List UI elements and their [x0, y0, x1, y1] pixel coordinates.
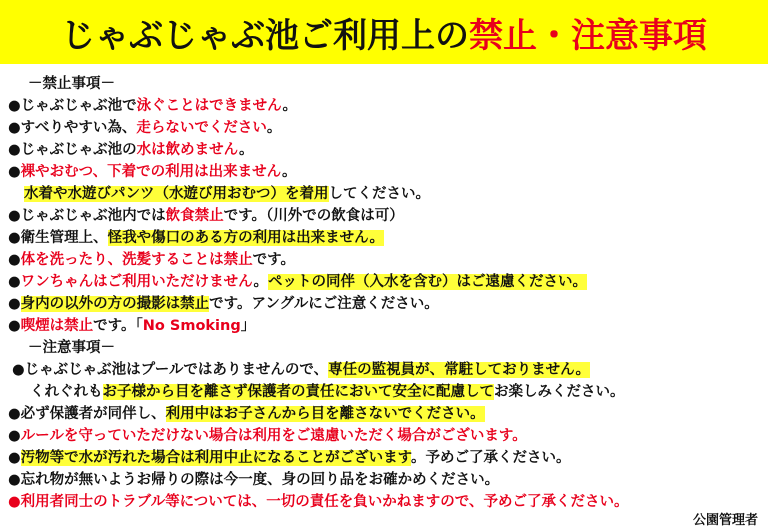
notice-text: ●じゃぶじゃぶ池はプールではありませんので、	[12, 362, 329, 378]
notice-item	[8, 140, 254, 160]
notice-text: です。	[252, 252, 295, 268]
notice-text: ●じゃぶじゃぶ池で	[8, 98, 137, 114]
warning-text: 体を洗ったり、洗髪することは禁止	[20, 252, 253, 268]
warning-text: ワンちゃんはご利用いただけません	[20, 274, 254, 290]
notice-item	[8, 492, 629, 512]
notice-item	[8, 228, 384, 248]
notice-text: －注意事項－	[28, 340, 115, 356]
warning-text: 喫煙は禁止	[20, 318, 94, 334]
notice-text: ●	[8, 318, 21, 334]
notice-text: ●	[8, 296, 21, 312]
highlighted-text: ペットの同伴（入水を含む）はご遠慮ください。	[268, 274, 588, 290]
notice-text: 。	[282, 98, 298, 114]
title-main: じゃぶじゃぶ池ご利用上の	[61, 15, 469, 56]
warning-text: 飲食禁止	[165, 208, 224, 224]
highlighted-text: 怪我や傷口のある方の利用は出来ません。	[107, 230, 385, 246]
warning-text: 走らないでください	[136, 120, 267, 136]
title-banner	[0, 0, 768, 64]
notice-text: くれぐれも	[30, 384, 103, 400]
notice-item	[8, 448, 571, 468]
notice-item	[8, 206, 404, 226]
notice-item	[8, 316, 255, 336]
notice-item	[8, 162, 296, 182]
footer-signature: 公園管理者	[692, 513, 758, 528]
notice-text: －禁止事項－	[28, 76, 115, 92]
notice-text: お楽しみください。	[494, 384, 625, 400]
notice-item	[8, 250, 295, 270]
notice-item	[8, 118, 281, 138]
notice-text: です。（川外での飲食は可）	[223, 208, 404, 224]
warning-text: 泳ぐことはできません	[136, 98, 283, 114]
notice-text: 。予めご了承ください。	[411, 450, 571, 466]
highlighted-text: 水着や水遊びパンツ（水遊び用おむつ）を着用	[24, 186, 329, 202]
warning-text: No Smoking	[142, 318, 241, 334]
notice-text: ●忘れ物が無いようお帰りの際は今一度、身の回り品をお確かめください。	[8, 472, 500, 488]
notice-text: 。	[239, 142, 254, 158]
warning-text: 裸やおむつ、下着での利用は出来ません	[20, 164, 282, 180]
section-heading	[28, 338, 115, 358]
notice-text: ●必ず保護者が同伴し、	[8, 406, 166, 422]
warning-text: ルールを守っていただけない場合は利用をご遠慮いただく場合がございます。	[20, 428, 527, 444]
notice-item	[12, 360, 590, 380]
notice-text: ●	[8, 274, 21, 290]
notice-item	[30, 382, 625, 402]
section-heading	[28, 74, 115, 94]
notice-text: ●	[8, 164, 21, 180]
warning-text: 水は飲めません	[136, 142, 240, 158]
notice-text: ●	[8, 252, 21, 268]
warning-text: ●利用者同士のトラブル等については、一切の責任を負いかねますので、予めご了承ください。	[8, 494, 629, 510]
notice-item	[8, 272, 587, 292]
highlighted-text: 利用中はお子さんから目を離さないでください。	[165, 406, 485, 422]
highlighted-text: 身内の以外の方の撮影は禁止	[20, 296, 210, 312]
notice-text: 。	[266, 120, 282, 136]
notice-text: です。アングルにご注意ください。	[209, 296, 439, 312]
notice-item	[24, 184, 430, 204]
notice-text: ●じゃぶじゃぶ池内では	[8, 208, 166, 224]
notice-text: ●	[8, 428, 21, 444]
notice-text: ●	[8, 450, 21, 466]
notice-item	[8, 294, 439, 314]
notice-item	[8, 96, 297, 116]
notice-text: です。「	[93, 318, 143, 334]
title-emphasis: 禁止・注意事項	[469, 15, 707, 56]
notice-text: ●すべりやすい為、	[8, 120, 137, 136]
notice-text: 。	[253, 274, 269, 290]
notice-item	[8, 426, 527, 446]
notice-text: してください。	[328, 186, 430, 202]
notice-text: ●衛生管理上、	[8, 230, 108, 246]
highlighted-text: お子様から目を離さず保護者の責任において安全に配慮して	[102, 384, 494, 400]
highlighted-text: 汚物等で水が汚れた場合は利用中止になることがございます	[20, 450, 411, 466]
notice-text: 」	[240, 318, 256, 334]
notice-text: 。	[281, 164, 297, 180]
notice-item	[8, 404, 485, 424]
highlighted-text: 専任の監視員が、常駐しておりません。	[328, 362, 591, 378]
notice-item	[8, 470, 499, 490]
notice-text: ●じゃぶじゃぶ池の	[8, 142, 137, 158]
